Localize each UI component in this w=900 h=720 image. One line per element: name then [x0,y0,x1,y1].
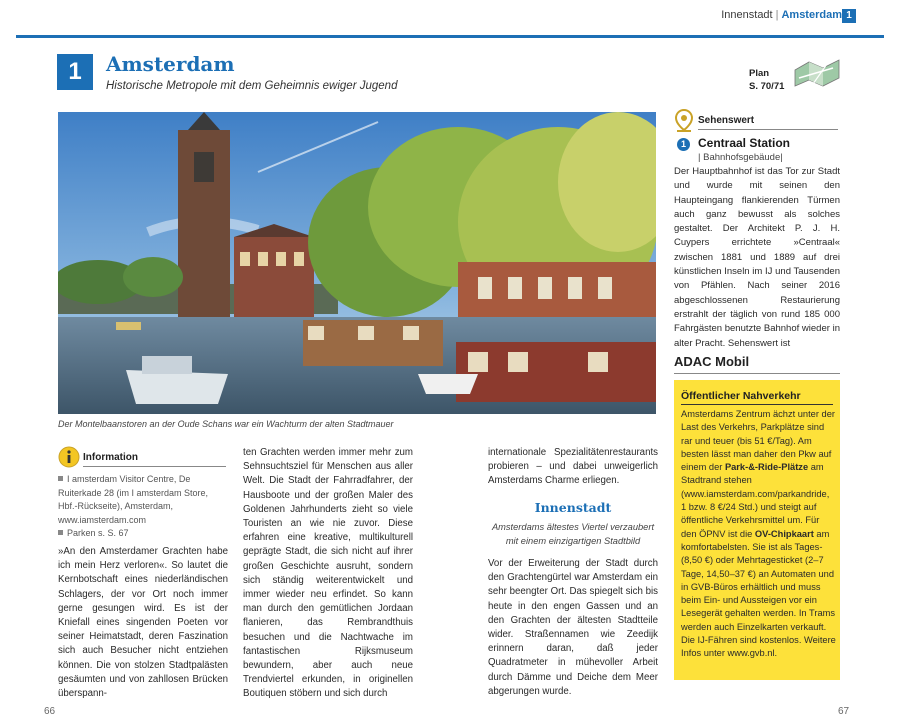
chapter-number-badge: 1 [57,54,93,90]
adac-mobil-rule [674,373,840,374]
list-item [58,473,228,527]
body-column-1: »An den Amsterdamer Grachten habe ich mein Herz verloren«. So lautet die Kernbotschaft eines niederländischen Schlagers, der vor Ort noch immer gerne gesungen wird. Es ist der Kniefall eines singenden Poeten vor seiner Heimatstadt, deren Faszination sich auch Besucher nicht entziehen können. Die von stolzen Stadtpalästen gesäumten und von zahllosen Brücken überspann- [58,546,228,700]
map-icon [793,56,841,90]
breadcrumb [721,9,842,21]
information-item-text: Parken s. S. 67 [67,528,129,538]
page-number-right: 67 [838,706,850,717]
information-list [58,473,228,541]
sight-number-badge: 1 [677,138,690,151]
breadcrumb-current: Amsterdam [781,9,842,21]
information-heading: Information [83,452,138,463]
sights-heading: Sehenswert [698,115,755,126]
page-title: Amsterdam [106,52,235,76]
park-ride-highlight: Park-&-Ride-Plätze [724,462,809,473]
running-header [0,0,900,30]
bullet-square-icon [58,476,63,481]
transport-text-part: am Stadtrand stehen (www.iamsterdam.com/parkandride, 1 bzw. 8 €/24 Std.) und steigt auf öffentliche Verkehrsmittel um. Für den ÖPNV ist die [681,462,830,539]
breadcrumb-separator: | [775,9,779,21]
transport-text-part: am komfortabelsten. Sie ist als Tages- (8,50 €) oder Mehrtagesticket (2–7 Tage, 14,50–37 €) an Automaten und in GVB-Büros erhältlich und muss beim Ein- und Aussteigen vor ein Lesegerät gehalten werden. In Trams werden auch Einzelkarten verkauft. Die IJ-Fähren sind kostenlos. Weitere Infos unter www.gvb.nl. [681,528,836,659]
transport-box-title: Öffentlicher Nahverkehr [681,390,801,402]
transport-box-rule [681,404,833,405]
information-rule [83,466,226,467]
breadcrumb-section[interactable]: Innenstadt [721,9,773,21]
plan-pages: S. 70/71 [749,81,785,92]
header-rule [16,35,884,38]
information-item-text: I amsterdam Visitor Centre, De Ruiterkade 28 (im I amsterdam Store, Hbf.-Rückseite), Amsterdam, www.iamsterdam.com [58,474,209,525]
sights-rule [698,129,838,130]
section-subtitle: Amsterdams ältestes Viertel verzaubert mit einem einzigartigen Stadtbild [491,522,655,546]
body-column-3: Vor der Erweiterung der Stadt durch den Grachtengürtel war Amsterdam ein sehr beengter Ort. Das spiegelt sich bis heute in den engen Gassen und an den Grachten der ältesten Stadtteile wider. Straßennamen wie Zeedijk erinnern daran, daß jeder Quadratmeter in mühevoller Arbeit durch Dämme und Deiche dem Meer abgerungen wurde. [488,558,658,697]
list-item [58,527,228,541]
transport-box-text [681,408,837,661]
sight-title: Centraal Station [698,136,791,150]
body-column-2: ten Grachten werden immer mehr zum Sehnsuchtsziel für Menschen aus aller Welt. Die Stadt der Fahrradfahrer, der Hausboote und der großen Maler des Goldenen Jahrhunderts zieht so viele Touristen an wie nie zuvor. Diese erfahren eine kreative, multikulturell geprägte Stadt, die sich nicht auf ihrer großen Geschichte ausruht, sondern sich ständig weiterentwickelt und immer wieder neu erfindet. So kann man durch den gemütlichen Jordaan flanieren, das Rembrandthuis besuchen und die Nachtwache im fantastischen Rijksmuseum bewundern, aber auch neue Trendviertel erkunden, in originellen Boutiquen stöbern und sich durch [243,447,413,700]
bullet-square-icon [58,530,63,535]
section-title: Innenstadt [534,500,612,515]
photo-caption: Der Montelbaanstoren an der Oude Schans war ein Wachturm der alten Stadtmauer [58,419,394,429]
header-chapter-badge: 1 [842,9,856,23]
map-pin-icon [674,109,694,133]
transport-info-box [674,380,840,680]
adac-mobil-heading: ADAC Mobil [674,354,750,369]
sight-description: Der Hauptbahnhof ist das Tor zur Stadt und wurde mit seinen den Haupteingang flankierenden Türmen auch ganz bewusst als solches gestaltet. Der Architekt P. J. H. Cuypers errichtete »Centraal« zwischen 1881 und 1889 auf drei künstlichen Inseln im IJ und Tausenden von Pfählen. Nach seiner 2016 abgeschlossenen Restaurierung erstrahlt der täglich von rund 185 000 Fahrgästen benutzte Bahnhof wieder in alter Pracht. Sehenswert ist [674,166,840,349]
amsterdam-canal-photo [58,112,656,414]
plan-label: Plan [749,68,770,79]
transport-text-part: Amsterdams Zentrum ächzt unter der Last des Verkehrs, Parkplätze sind rar und teuer (bis 51 €/Tag). Am besten lässt man daher den Pkw auf einem der [681,409,835,473]
ov-chipkaart-highlight: OV-Chipkaart [754,528,814,539]
body-column-3-intro: internationale Spezialitätenrestaurants probieren – und dabei unweigerlich Amsterdams Charme erliegen. [488,447,658,487]
page-subtitle: Historische Metropole mit dem Geheimnis ewiger Jugend [106,80,398,92]
plan-reference[interactable] [749,67,784,93]
sight-subtitle: | Bahnhofsgebäude| [698,152,783,163]
page-number-left: 66 [44,706,56,717]
info-icon [58,446,80,468]
